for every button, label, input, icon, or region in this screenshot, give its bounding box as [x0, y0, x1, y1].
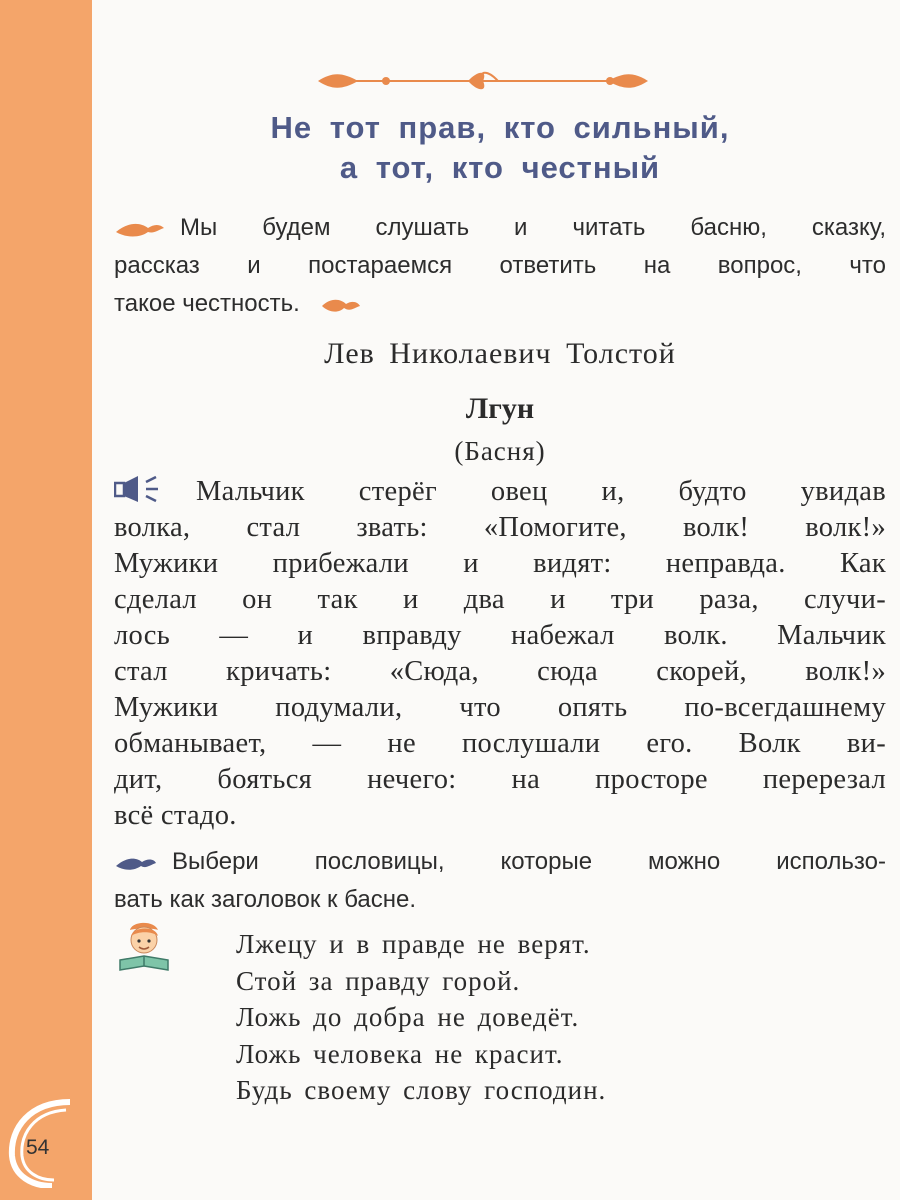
- fable-line: Мужики прибежали и видят: неправда. Как: [114, 548, 886, 579]
- proverb-item[interactable]: Лжецу и в правде не верят.: [236, 929, 591, 959]
- task-line: Выбери пословицы, которые можно использо-: [114, 843, 886, 881]
- speaker-icon[interactable]: [114, 474, 166, 504]
- ornament-divider-icon: [318, 68, 648, 94]
- intro-line: такое честность.: [114, 285, 886, 323]
- page-number-badge: [8, 1098, 78, 1188]
- page-title-line-1: Не тот прав, кто сильный,: [270, 110, 730, 145]
- story-title: Лгун: [465, 392, 535, 425]
- fable-text: [114, 474, 886, 834]
- proverb-item[interactable]: Ложь человека не красит.: [236, 1038, 564, 1069]
- fable-line: Мальчик стерёг овец и, будто увидав: [114, 474, 886, 510]
- fable-line: всё стадо.: [114, 800, 237, 831]
- reading-boy-icon: [116, 922, 180, 974]
- page-number: 54: [26, 1136, 50, 1159]
- fable-line: обманывает, — не послушали его. Волк ви-: [114, 728, 886, 759]
- proverb-item[interactable]: Будь своему слову господин.: [236, 1075, 607, 1105]
- proverb-item[interactable]: Ложь до добра не доведёт.: [236, 1002, 580, 1032]
- fable-line: лось — и вправду набежал волк. Мальчик: [114, 620, 886, 651]
- intro-paragraph: [114, 209, 886, 323]
- fable-line: Мужики подумали, что опять по-всегдашнему: [114, 692, 886, 723]
- fable-line: сделал он так и два и три раза, случи-: [114, 584, 886, 615]
- story-author: Лев Николаевич Толстой: [324, 337, 676, 370]
- intro-line: Мы будем слушать и читать басню, сказку,: [114, 209, 886, 247]
- fable-line: дит, бояться нечего: на просторе перерезал: [114, 764, 886, 795]
- intro-line: рассказ и постараемся ответить на вопрос, что: [114, 252, 886, 279]
- fable-line: волка, стал звать: «Помогите, волк! волк!»: [114, 512, 886, 543]
- story-genre: (Басня): [454, 436, 546, 466]
- orange-marker-icon: [320, 296, 362, 314]
- proverb-item[interactable]: Стой за правду горой.: [236, 965, 521, 996]
- orange-marker-icon: [114, 220, 166, 238]
- page-margin-strip: [0, 0, 92, 1200]
- page-title-line-2: а тот, кто честный: [339, 150, 661, 185]
- proverbs-list: [236, 926, 606, 1109]
- blue-marker-icon: [114, 855, 158, 871]
- task-paragraph: [114, 843, 886, 919]
- page-title: [150, 108, 850, 188]
- fable-line: стал кричать: «Сюда, сюда скорей, волк!»: [114, 656, 886, 687]
- task-line: вать как заголовок к басне.: [114, 886, 417, 913]
